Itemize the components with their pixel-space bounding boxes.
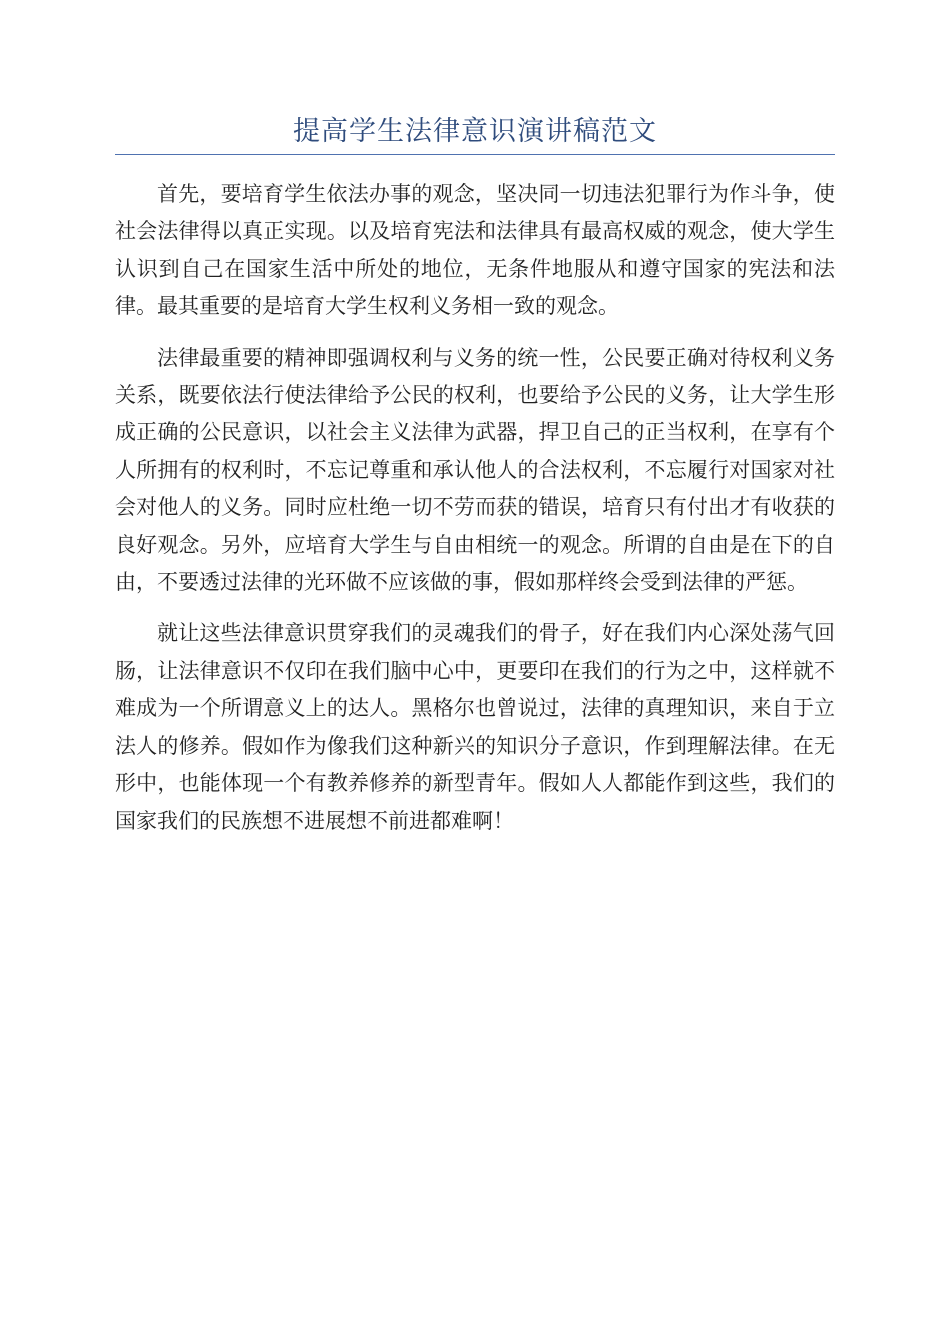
paragraph-2: 法律最重要的精神即强调权利与义务的统一性，公民要正确对待权利义务关系，既要依法行使法律给予公民的权利，也要给予公民的义务，让大学生形成正确的公民意识，以社会主义法律为武器，捍卫自己的正当权利，在享有个人所拥有的权利时，不忘记尊重和承认他人的合法权利，不忘履行对国家对社会对他人的义务。同时应杜绝一切不劳而获的错误，培育只有付出才有收获的良好观念。另外，应培育大学生与自由相统一的观念。所谓的自由是在下的自由，不要透过法律的光环做不应该做的事，假如那样终会受到法律的严惩。 xyxy=(115,345,835,595)
paragraph-3: 就让这些法律意识贯穿我们的灵魂我们的骨子，好在我们内心深处荡气回肠，让法律意识不仅印在我们脑中心中，更要印在我们的行为之中，这样就不难成为一个所谓意义上的达人。黑格尔也曾说过，法律的真理知识，来自于立法人的修养。假如作为像我们这种新兴的知识分子意识，作到理解法律。在无形中，也能体现一个有教养修养的新型青年。假如人人都能作到这些，我们的国家我们的民族想不进展想不前进都难啊！ xyxy=(115,621,835,833)
paragraph-1: 首先，要培育学生依法办事的观念，坚决同一切违法犯罪行为作斗争，使社会法律得以真正实现。以及培育宪法和法律具有最高权威的观念，使大学生认识到自己在国家生活中所处的地位，无条件地服从和遵守国家的宪法和法律。最其重要的是培育大学生权利义务相一致的观念。 xyxy=(115,182,835,319)
document-body xyxy=(115,176,835,854)
document-title: 提高学生法律意识演讲稿范文 xyxy=(293,116,657,147)
title-underline xyxy=(115,154,835,155)
